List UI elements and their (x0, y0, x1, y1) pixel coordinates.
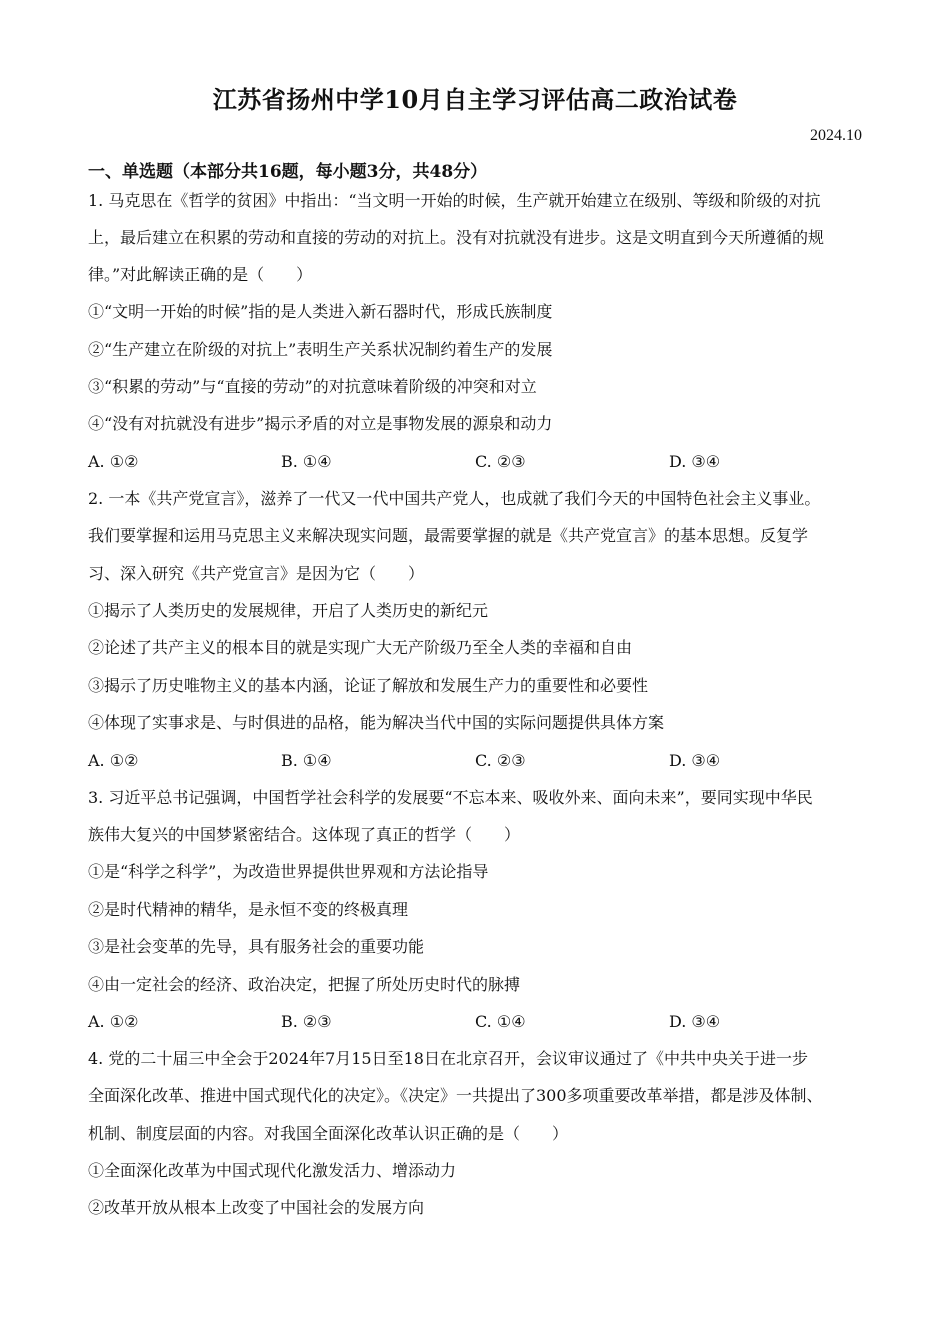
question-1-statement-2: ②“生产建立在阶级的对抗上”表明生产关系状况制约着生产的发展 (88, 340, 553, 359)
question-1-statement-3: ③“积累的劳动”与“直接的劳动”的对抗意味着阶级的冲突和对立 (88, 377, 537, 396)
question-3-stem-line-1: 3. 习近平总书记强调，中国哲学社会科学的发展要“不忘本来、吸收外来、面向未来”，要同实现中华民 (88, 788, 813, 807)
question-2-stem-line-1: 2. 一本《共产党宣言》，滋养了一代又一代中国共产党人，也成就了我们今天的中国特色社会主义事业。 (88, 489, 821, 508)
question-2-statement-4: ④体现了实事求是、与时俱进的品格，能为解决当代中国的实际问题提供具体方案 (88, 713, 665, 732)
question-1-option-a: A. ①② (88, 452, 139, 471)
question-4-stem-line-1: 4. 党的二十届三中全会于2024年7月15日至18日在北京召开，会议审议通过了《中共中央关于进一步 (88, 1049, 808, 1068)
question-1-option-d: D. ③④ (669, 452, 721, 471)
question-1-option-b: B. ①④ (281, 452, 332, 471)
exam-date: 2024.10 (810, 127, 862, 144)
question-2-stem-line-3: 习、深入研究《共产党宣言》是因为它（ ） (88, 564, 425, 583)
question-2-option-d: D. ③④ (669, 751, 721, 770)
question-3-option-c: C. ①④ (475, 1012, 526, 1031)
question-2-options (88, 751, 868, 771)
question-1-stem-line-1: 1. 马克思在《哲学的贫困》中指出：“当文明一开始的时候，生产就开始建立在级别、等级和阶级的对抗 (88, 191, 821, 210)
question-4-statement-1: ①全面深化改革为中国式现代化激发活力、增添动力 (88, 1161, 457, 1180)
question-1-statement-1: ①“文明一开始的时候”指的是人类进入新石器时代，形成氏族制度 (88, 302, 553, 321)
question-3-statement-1: ①是“科学之科学”，为改造世界提供世界观和方法论指导 (88, 862, 489, 881)
question-2-option-c: C. ②③ (475, 751, 526, 770)
question-3-option-b: B. ②③ (281, 1012, 332, 1031)
question-4-stem-line-3: 机制、制度层面的内容。对我国全面深化改革认识正确的是（ ） (88, 1124, 569, 1143)
question-2-statement-3: ③揭示了历史唯物主义的基本内涵，论证了解放和发展生产力的重要性和必要性 (88, 676, 649, 695)
section-heading: 一、单选题（本部分共16题，每小题3分，共48分） (88, 162, 488, 182)
question-3-statement-2: ②是时代精神的精华，是永恒不变的终极真理 (88, 900, 409, 919)
question-2-statement-1: ①揭示了人类历史的发展规律，开启了人类历史的新纪元 (88, 601, 489, 620)
question-3-stem-line-2: 族伟大复兴的中国梦紧密结合。这体现了真正的哲学（ ） (88, 825, 521, 844)
question-3-statement-4: ④由一定社会的经济、政治决定，把握了所处历史时代的脉搏 (88, 975, 521, 994)
question-1-stem-line-2: 上，最后建立在积累的劳动和直接的劳动的对抗上。没有对抗就没有进步。这是文明直到今天所遵循的规 (88, 228, 825, 247)
question-1-statement-4: ④“没有对抗就没有进步”揭示矛盾的对立是事物发展的源泉和动力 (88, 414, 553, 433)
exam-title: 江苏省扬州中学10月自主学习评估高二政治试卷 (212, 85, 738, 114)
question-4-statement-2: ②改革开放从根本上改变了中国社会的发展方向 (88, 1198, 425, 1217)
question-3-options (88, 1012, 868, 1032)
question-2-statement-2: ②论述了共产主义的根本目的就是实现广大无产阶级乃至全人类的幸福和自由 (88, 638, 633, 657)
question-4-stem-line-2: 全面深化改革、推进中国式现代化的决定》。《决定》一共提出了300多项重要改革举措，都是涉及体制、 (88, 1086, 823, 1105)
question-1-option-c: C. ②③ (475, 452, 526, 471)
question-2-stem-line-2: 我们要掌握和运用马克思主义来解决现实问题，最需要掌握的就是《共产党宣言》的基本思想。反复学 (88, 526, 809, 545)
question-1-options (88, 452, 868, 472)
question-3-option-d: D. ③④ (669, 1012, 721, 1031)
question-2-option-a: A. ①② (88, 751, 139, 770)
question-1-stem-line-3: 律。”对此解读正确的是（ ） (88, 265, 313, 284)
question-3-option-a: A. ①② (88, 1012, 139, 1031)
question-3-statement-3: ③是社会变革的先导，具有服务社会的重要功能 (88, 937, 425, 956)
question-2-option-b: B. ①④ (281, 751, 332, 770)
